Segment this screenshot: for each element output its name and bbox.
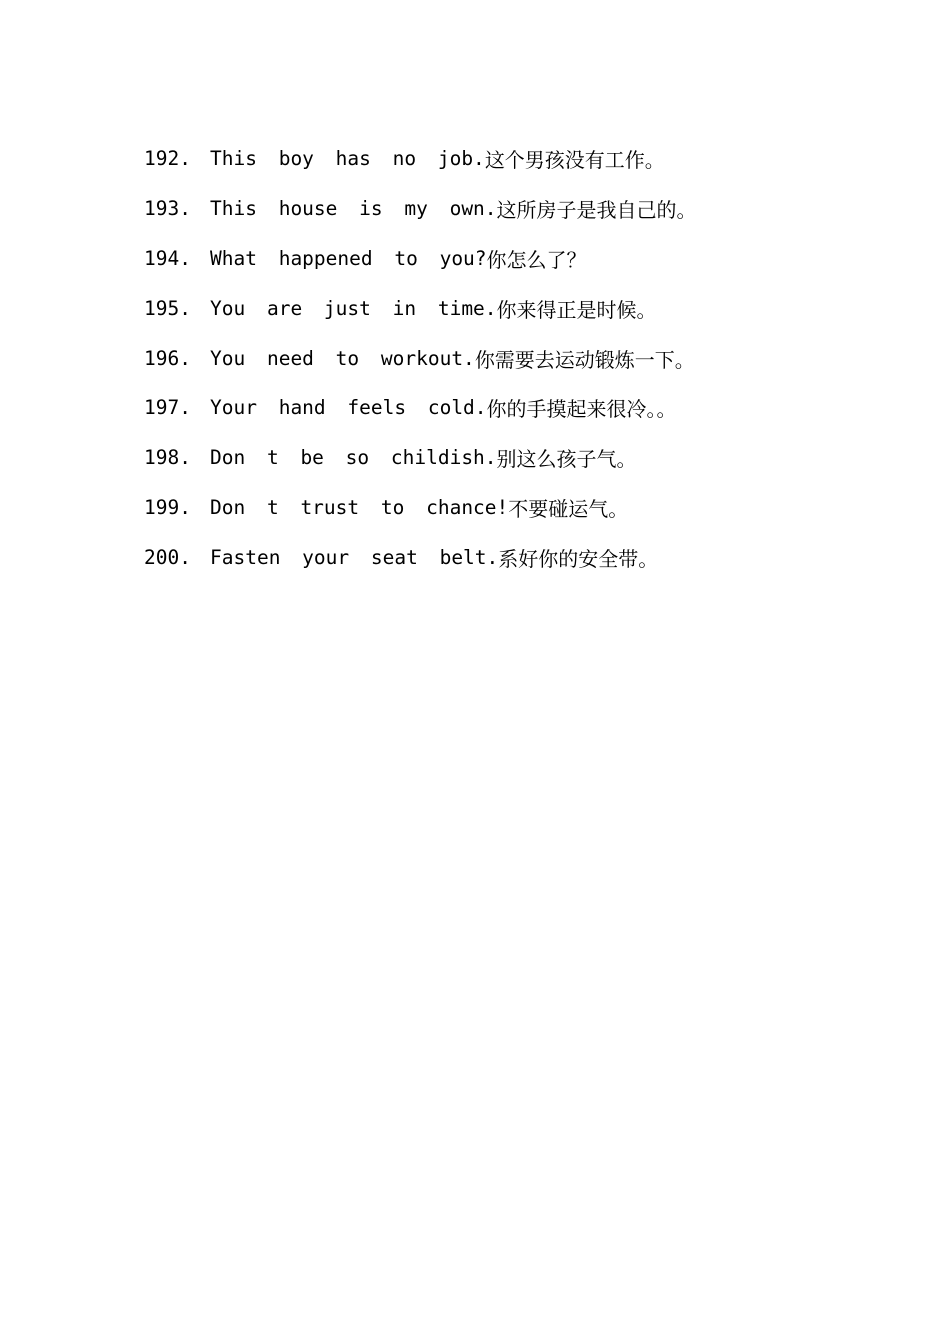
sentence-chinese: 你怎么了？: [486, 247, 587, 272]
sentence-english: You need to workout.: [210, 346, 475, 370]
sentence-chinese: 你来得正是时候。: [496, 297, 657, 322]
sentence-chinese: 你需要去运动锻炼一下。: [474, 347, 695, 372]
sentence-row: [144, 532, 904, 582]
sentence-chinese: 这所房子是我自己的。: [496, 198, 697, 223]
sentence-chinese: 不要碰运气。: [508, 496, 629, 521]
sentence-row: [144, 134, 904, 184]
sentence-english: Don t trust to chance!: [210, 495, 509, 519]
sentence-row: [144, 283, 904, 333]
sentence-english: Your hand feels cold.: [210, 396, 487, 420]
sentence-english: This boy has no job.: [210, 147, 485, 171]
sentence-number: 200.: [144, 545, 191, 569]
sentence-row: [144, 333, 904, 383]
sentence-chinese: 这个男孩没有工作。: [484, 148, 665, 173]
sentence-row: [144, 483, 904, 533]
sentence-number: 197.: [144, 396, 191, 420]
sentence-english: Fasten your seat belt.: [210, 545, 499, 569]
sentence-number: 195.: [144, 296, 191, 320]
sentence-english: What happened to you?: [210, 246, 487, 270]
sentence-chinese: 系好你的安全带。: [498, 546, 659, 571]
sentence-row: [144, 234, 904, 284]
sentence-row: [144, 433, 904, 483]
sentence-number: 192.: [144, 147, 191, 171]
sentence-number: 196.: [144, 346, 191, 370]
sentence-row: [144, 383, 904, 433]
sentence-english: You are just in time.: [210, 296, 497, 320]
sentence-english: Don t be so childish.: [210, 446, 497, 470]
sentence-chinese: 别这么孩子气。: [496, 447, 637, 472]
sentence-number: 193.: [144, 197, 191, 221]
sentence-number: 194.: [144, 246, 191, 270]
sentence-list: [144, 134, 904, 582]
sentence-number: 199.: [144, 495, 191, 519]
sentence-number: 198.: [144, 446, 191, 470]
sentence-english: This house is my own.: [210, 197, 497, 221]
sentence-chinese: 你的手摸起来很冷。。: [486, 397, 677, 422]
sentence-row: [144, 184, 904, 234]
